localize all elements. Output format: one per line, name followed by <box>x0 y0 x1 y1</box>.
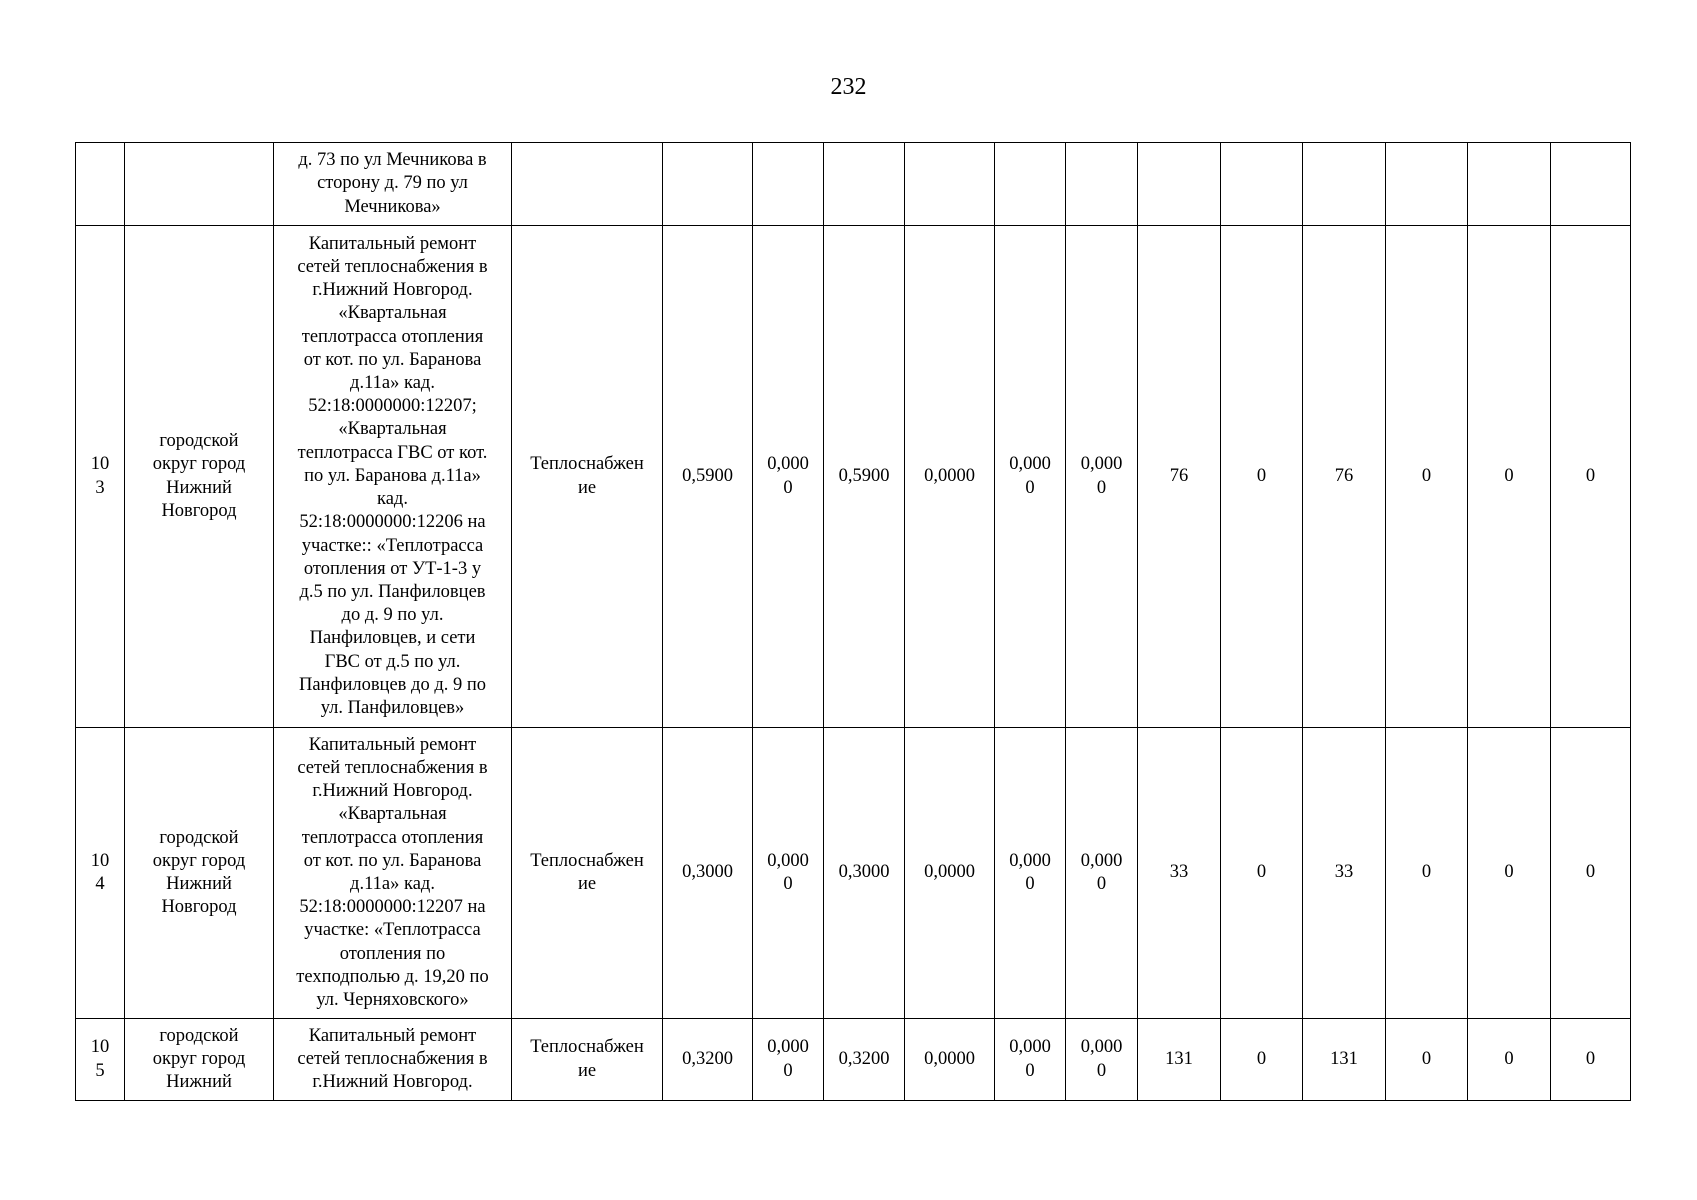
municipality-cell <box>125 226 274 728</box>
cell-text: Капитальный ремонт сетей теплоснабжения в г.Нижний Новгород. <box>297 1025 488 1093</box>
cell-text: 0 <box>1421 862 1432 883</box>
municipality-cell <box>125 1019 274 1101</box>
value-cell-8 <box>1221 226 1303 728</box>
value-cell-9 <box>1303 1019 1386 1101</box>
cell-text: 0,000 0 <box>1009 1037 1051 1081</box>
work-description-cell <box>274 1019 512 1101</box>
page-number: 232 <box>830 74 867 100</box>
value-cell-1 <box>663 1019 753 1101</box>
value-cell-11 <box>1468 226 1551 728</box>
value-cell-9 <box>1303 226 1386 728</box>
value-cell-6 <box>1066 226 1138 728</box>
cell-text: 0 <box>1421 465 1432 486</box>
cell-text: 0,0000 <box>924 465 975 486</box>
row-number <box>76 226 125 728</box>
service-type-cell <box>512 226 663 728</box>
value-cell-2 <box>753 1019 824 1101</box>
value-cell-3 <box>824 728 905 1019</box>
value-cell-5 <box>995 143 1066 226</box>
value-cell-7 <box>1138 226 1221 728</box>
value-cell-4 <box>905 728 995 1019</box>
value-cell-1 <box>663 143 753 226</box>
value-cell-11 <box>1468 1019 1551 1101</box>
value-cell-10 <box>1386 1019 1468 1101</box>
row-number <box>76 143 125 226</box>
cell-text: д. 73 по ул Мечникова в сторону д. 79 по ул Мечникова» <box>298 150 487 217</box>
value-cell-12 <box>1551 226 1631 728</box>
cell-text: 0 <box>1256 465 1267 486</box>
cell-text: 76 <box>1169 465 1189 486</box>
cell-text: 0,0000 <box>924 862 975 883</box>
cell-text: 131 <box>1330 1048 1358 1069</box>
cell-text: городской округ город Нижний Новгород <box>152 431 246 521</box>
cell-text: 0,0000 <box>924 1048 975 1069</box>
value-cell-6 <box>1066 1019 1138 1101</box>
cell-text: городской округ город Нижний <box>152 1025 246 1093</box>
cell-text: Капитальный ремонт сетей теплоснабжения в г.Нижний Новгород. «Квартальная теплотрасса отопления от кот. по ул. Баранова д.11а» кад. 52:18:0000000:12207; «Квартальная теплотрасса ГВС от кот. по ул. Баранова д.11а» кад. 52:18:0000000:12206 на участке:: «Теплотрасса отопления от УТ-1-3 у д.5 по ул. Панфиловцев до д. 9 по ул. Панфиловцев, и сети ГВС от д.5 по ул. Панфиловцев до д. 9 по ул. Панфиловцев» <box>297 233 488 718</box>
cell-text: Теплоснабжен ие <box>530 1037 644 1081</box>
cell-text: 0 <box>1504 1048 1514 1069</box>
cell-text: 0 <box>1585 862 1596 883</box>
cell-text: городской округ город Нижний Новгород <box>152 827 246 918</box>
service-type-cell <box>512 728 663 1019</box>
value-cell-9 <box>1303 728 1386 1019</box>
value-cell-6 <box>1066 728 1138 1019</box>
value-cell-2 <box>753 728 824 1019</box>
cell-text: 0 <box>1504 465 1514 486</box>
investment-program-table <box>75 142 1631 1101</box>
cell-text: 10 3 <box>90 454 110 498</box>
cell-text: 0,5900 <box>838 465 890 486</box>
value-cell-1 <box>663 226 753 728</box>
value-cell-3 <box>824 1019 905 1101</box>
municipality-cell <box>125 728 274 1019</box>
cell-text: 0,3200 <box>838 1048 890 1069</box>
cell-text: 0 <box>1585 1048 1596 1069</box>
cell-text: Капитальный ремонт сетей теплоснабжения в г.Нижний Новгород. «Квартальная теплотрасса отопления от кот. по ул. Баранова д.11а» кад. 52:18:0000000:12207 на участке: «Теплотрасса отопления по техподполью д. 19,20 по ул. Черняховского» <box>296 734 489 1011</box>
service-type-cell <box>512 1019 663 1101</box>
value-cell-4 <box>905 143 995 226</box>
cell-text: 0,3000 <box>838 862 890 883</box>
value-cell-2 <box>753 226 824 728</box>
value-cell-7 <box>1138 143 1221 226</box>
value-cell-12 <box>1551 143 1631 226</box>
value-cell-11 <box>1468 143 1551 226</box>
cell-text: 0 <box>1421 1048 1432 1069</box>
value-cell-5 <box>995 1019 1066 1101</box>
cell-text: 0,000 0 <box>1080 850 1123 894</box>
cell-text: 0,000 0 <box>1009 454 1051 498</box>
cell-text: 10 4 <box>90 850 110 894</box>
cell-text: 33 <box>1334 862 1354 883</box>
value-cell-8 <box>1221 728 1303 1019</box>
value-cell-12 <box>1551 728 1631 1019</box>
value-cell-7 <box>1138 728 1221 1019</box>
municipality-cell <box>125 143 274 226</box>
cell-text: 0,3200 <box>682 1048 733 1069</box>
table-row <box>76 226 1631 728</box>
cell-text: 0,000 0 <box>1080 1037 1123 1081</box>
cell-text: 0,000 0 <box>767 454 809 498</box>
cell-text: 0,5900 <box>682 465 733 486</box>
value-cell-8 <box>1221 143 1303 226</box>
cell-text: 0,000 0 <box>767 850 809 894</box>
value-cell-10 <box>1386 728 1468 1019</box>
cell-text: 0,3000 <box>682 862 733 883</box>
value-cell-5 <box>995 728 1066 1019</box>
cell-text: 131 <box>1165 1048 1193 1069</box>
value-cell-7 <box>1138 1019 1221 1101</box>
value-cell-4 <box>905 1019 995 1101</box>
work-description-cell <box>274 728 512 1019</box>
value-cell-6 <box>1066 143 1138 226</box>
value-cell-9 <box>1303 143 1386 226</box>
cell-text: 0,000 0 <box>1009 850 1051 894</box>
cell-text: 0 <box>1585 465 1596 486</box>
value-cell-3 <box>824 226 905 728</box>
cell-text: 0 <box>1256 862 1267 883</box>
row-number <box>76 728 125 1019</box>
cell-text: Теплоснабжен ие <box>530 454 644 498</box>
row-number <box>76 1019 125 1101</box>
value-cell-10 <box>1386 226 1468 728</box>
cell-text: 76 <box>1334 465 1354 486</box>
table-row <box>76 1019 1631 1101</box>
service-type-cell <box>512 143 663 226</box>
cell-text: 33 <box>1169 862 1189 883</box>
value-cell-1 <box>663 728 753 1019</box>
table-row <box>76 143 1631 226</box>
work-description-cell <box>274 226 512 728</box>
table-row <box>76 728 1631 1019</box>
cell-text: 0 <box>1504 862 1514 883</box>
cell-text: Теплоснабжен ие <box>530 850 644 894</box>
cell-text: 10 5 <box>90 1037 110 1081</box>
cell-text: 0,000 0 <box>767 1037 809 1081</box>
value-cell-11 <box>1468 728 1551 1019</box>
value-cell-4 <box>905 226 995 728</box>
work-description-cell <box>274 143 512 226</box>
value-cell-8 <box>1221 1019 1303 1101</box>
value-cell-2 <box>753 143 824 226</box>
value-cell-3 <box>824 143 905 226</box>
value-cell-5 <box>995 226 1066 728</box>
value-cell-12 <box>1551 1019 1631 1101</box>
cell-text: 0 <box>1256 1048 1267 1069</box>
cell-text: 0,000 0 <box>1080 454 1123 498</box>
value-cell-10 <box>1386 143 1468 226</box>
